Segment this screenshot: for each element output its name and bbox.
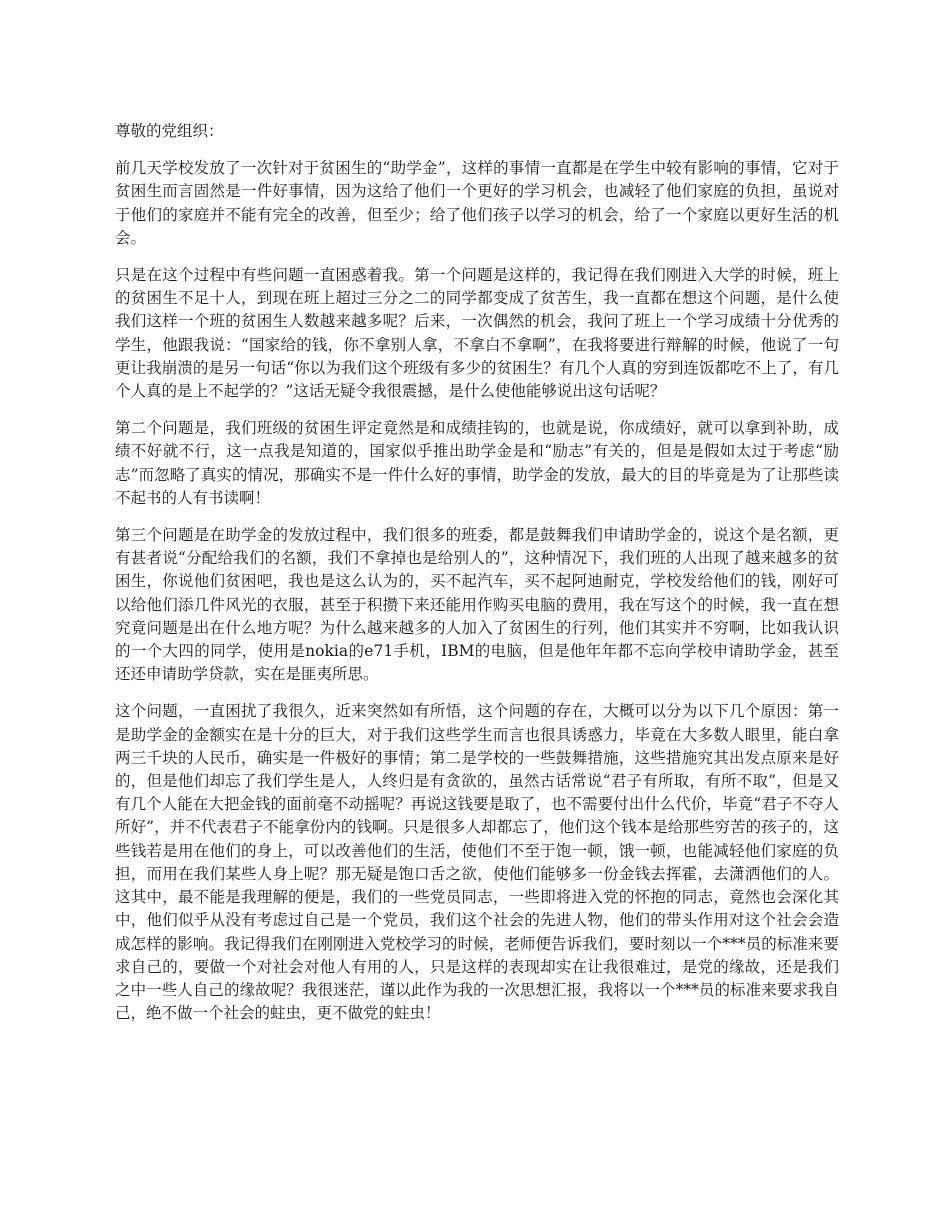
salutation: 尊敬的党组织： — [115, 122, 224, 140]
paragraph-5: 这个问题，一直困扰了我很久，近来突然如有所悟，这个问题的存在，大概可以分为以下几个原因：第一是助学金的金额实在是十分的巨大，对于我们这些学生而言也很具诱惑力，毕竟在大多数人眼里，能白拿两三千块的人民币，确实是一件极好的事情；第二是学校的一些鼓舞措施，这些措施究其出发点原来是好的，但是他们却忘了我们学生是人，人终归是有贪欲的，虽然古话常说“君子有所取，有所不取”，但是又有几个人能在大把金钱的面前毫不动摇呢？再说这钱要是取了，也不需要付出什么代价，毕竟“君子不夺人所好”，并不代表君子不能拿份内的钱啊。只是很多人却都忘了，他们这个钱本是给那些穷苦的孩子的，这些钱若是用在他们的身上，可以改善他们的生活，使他们不至于饱一顿，饿一顿，也能减轻他们家庭的负担，而用在我们某些人身上呢？那无疑是饱口舌之欲，使他们能够多一份金钱去挥霍，去潇洒他们的人。这其中，最不能是我理解的便是，我们的一些党员同志，一些即将进入党的怀抱的同志，竟然也会深化其中，他们似乎从没有考虑过自己是一个党员，我们这个社会的先进人物，他们的带头作用对这个社会会造成怎样的影响。我记得我们在刚刚进入党校学习的时候，老师便告诉我们，要时刻以一个***员的标准来要求自己的，要做一个对社会对他人有用的人，只是这样的表现却实在让我很难过，是党的缘故，还是我们之中一些人自己的缘故呢？我很迷茫，谨以此作为我的一次思想汇报，我将以一个***员的标准来要求我自己，绝不做一个社会的蛀虫，更不做党的蛀虫！ — [115, 702, 839, 1023]
paragraph-3: 第二个问题是，我们班级的贫困生评定竟然是和成绩挂钩的，也就是说，你成绩好，就可以拿到补助，成绩不好就不行，这一点我是知道的，国家似乎推出助学金是和“励志”有关的，但是是假如太过于考虑“励志”而忽略了真实的情况，那确实不是一件什么好的事情，助学金的发放，最大的目的毕竟是为了让那些读不起书的人有书读啊！ — [115, 419, 839, 507]
letter-body — [115, 120, 839, 1039]
paragraph-4: 第三个问题是在助学金的发放过程中，我们很多的班委，都是鼓舞我们申请助学金的，说这个是名额，更有甚者说“分配给我们的名额，我们不拿掉也是给别人的”，这种情况下，我们班的人出现了越来越多的贫困生，你说他们贫困吧，我也是这么认为的，买不起汽车，买不起阿迪耐克，学校发给他们的钱，刚好可以给他们添几件风光的衣服，甚至于积攒下来还能用作购买电脑的费用，我在写这个的时候，我一直在想究竟问题是出在什么地方呢？为什么越来越多的人加入了贫困生的行列，他们其实并不穷啊，比如我认识的一个大四的同学，使用是nokia的e71手机，IBM的电脑，但是他年年都不忘向学校申请助学金，甚至还还申请助学贷款，实在是匪夷所思。 — [115, 526, 839, 684]
paragraph-2: 只是在这个过程中有些问题一直困惑着我。第一个问题是这样的，我记得在我们刚进入大学的时候，班上的贫困生不足十人，到现在班上超过三分之二的同学都变成了贫苦生，我一直都在想这个问题，是什么使我们这样一个班的贫困生人数越来越多呢？后来，一次偶然的机会，我问了班上一个学习成绩十分优秀的学生，他跟我说：“国家给的钱，你不拿别人拿，不拿白不拿啊”，在我将要进行辩解的时候，他说了一句更让我崩溃的是另一句话“你以为我们这个班级有多少的贫困生？有几个人真的穷到连饭都吃不上了，有几个人真的是上不起学的？”这话无疑令我很震撼，是什么使他能够说出这句话呢？ — [115, 266, 839, 401]
paragraph-1: 前几天学校发放了一次针对于贫困生的“助学金”，这样的事情一直都是在学生中较有影响的事情，它对于贫困生而言固然是一件好事情，因为这给了他们一个更好的学习机会，也减轻了他们家庭的负担，虽说对于他们的家庭并不能有完全的改善，但至少；给了他们孩子以学习的机会，给了一个家庭以更好生活的机会。 — [115, 159, 839, 247]
